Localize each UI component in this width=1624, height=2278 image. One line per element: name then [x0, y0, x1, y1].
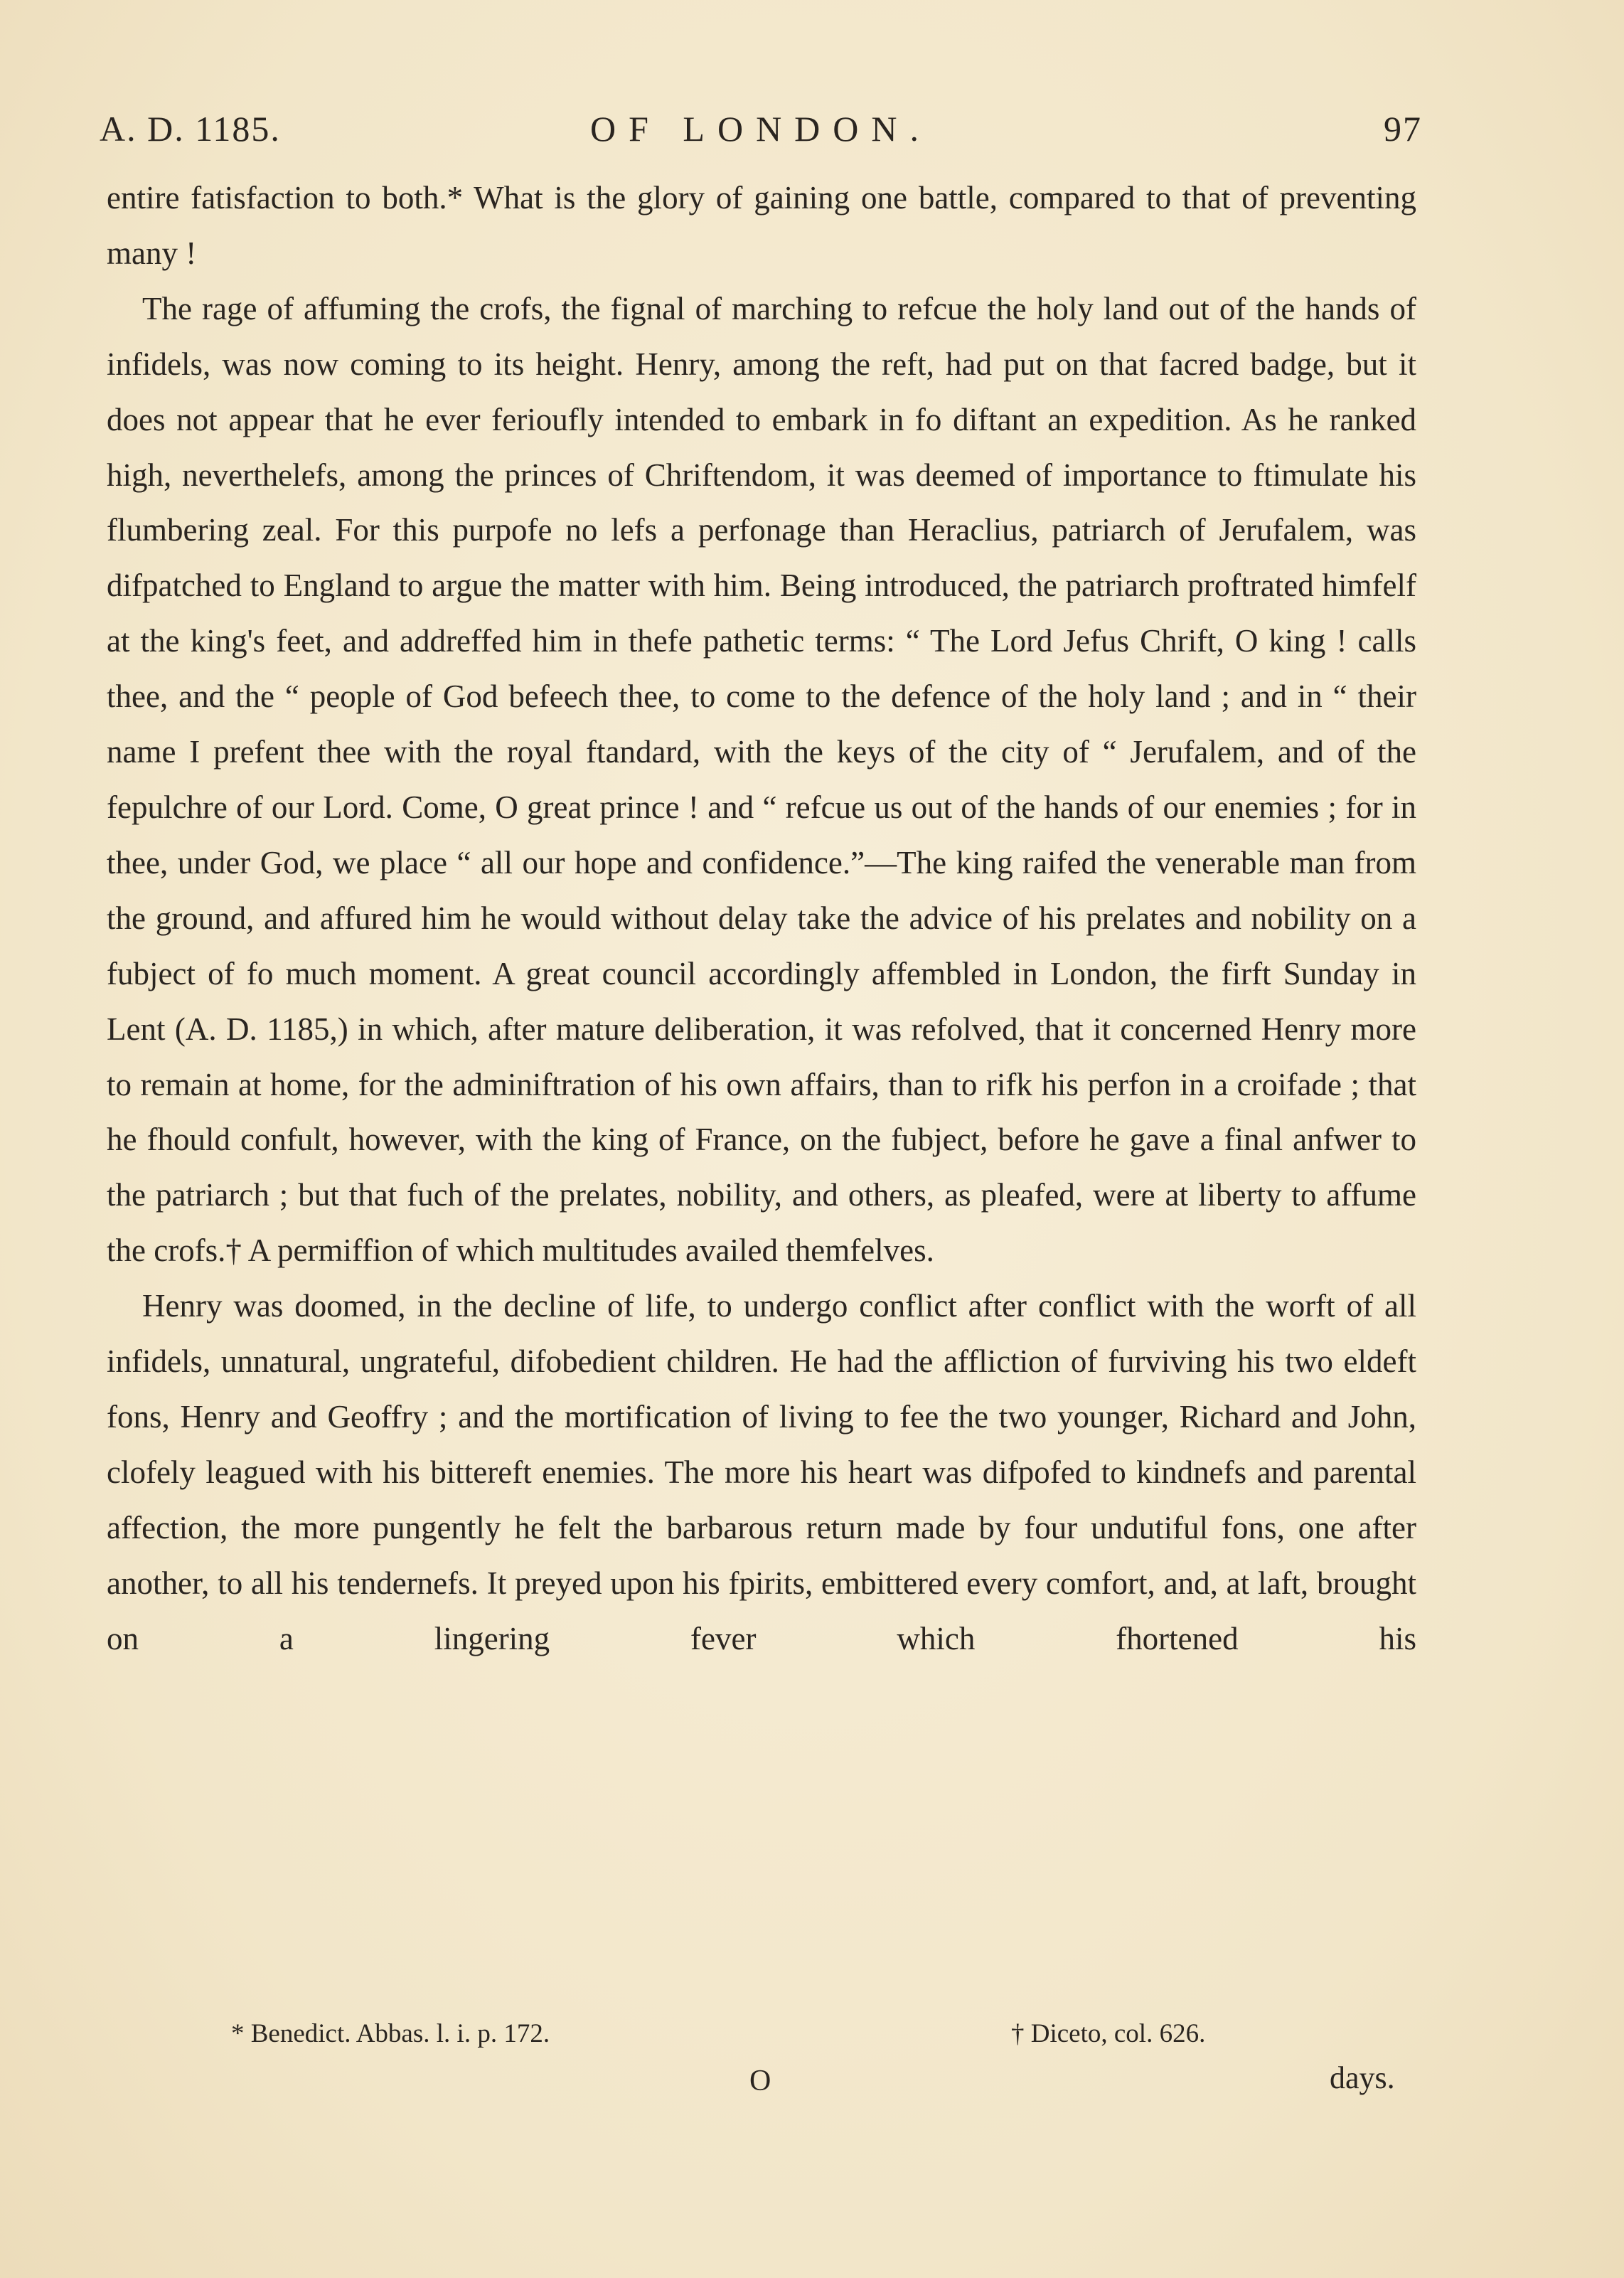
running-header — [100, 108, 1422, 158]
page-number: 97 — [1384, 109, 1422, 149]
paragraph-1: entire fatisfaction to both.* What is the glory of gaining one battle, compared to that of preventing many ! — [107, 180, 1416, 271]
paragraph-3: Henry was doomed, in the decline of life, to undergo conflict after conflict with the worft of all infidels, unnatural, ungrateful, difobedient children. He had the affliction of furviving his two eldeft fons, Henry and Geoffry ; and the mortification of living to fee the two younger, Richard and John, clofely leagued with his bittereft enemies. The more his heart was difpofed to kindnefs and parental affection, the more pungently he felt the barbarous return made by four undutiful fons, one after another, to all his tendernefs. It preyed upon his fpirits, embittered every comfort, and, at laft, brought on a lingering fever which fhortened his — [107, 1288, 1416, 1656]
header-title: OF LONDON. — [590, 109, 931, 149]
footnote-2: † Diceto, col. 626. — [1011, 2019, 1206, 2048]
paragraph-2: The rage of affuming the crofs, the fignal of marching to refcue the holy land out of the hands of infidels, was now coming to its height. Henry, among the reft, had put on that facred badge, but it does not appear that he ever ferioufly intended to embark in fo diftant an expedition. As he ranked high, neverthelefs, among the princes of Chriftendom, it was deemed of importance to ftimulate his flumbering zeal. For this purpofe no lefs a perfonage than Heraclius, patriarch of Jerufalem, was difpatched to England to argue the matter with him. Being introduced, the patriarch proftrated himfelf at the king's feet, and addreffed him in thefe pathetic terms: “ The Lord Jefus Chrift, O king ! calls thee, and the “ people of God befeech thee, to come to the defence of the holy land ; and in “ their name I prefent thee with the royal ftandard, with the keys of the city of “ Jerufalem, and of the fepulchre of our Lord. Come, O great prince ! and “ refcue us out of the hands of our enemies ; for in thee, under God, we place “ all our hope and confidence.”—The king raifed the venerable man from the ground, and affured him he would without delay take the advice of his prelates and nobility on a fubject of fo much moment. A great council accordingly affembled in London, the firft Sunday in Lent (A. D. 1185,) in which, after mature deliberation, it was refolved, that it concerned Henry more to remain at home, for the adminiftration of his own affairs, than to rifk his perfon in a croifade ; that he fhould confult, however, with the king of France, on the fubject, before he gave a final anfwer to the patriarch ; but that fuch of the prelates, nobility, and others, as pleafed, were at liberty to affume the crofs.† A permiffion of which multitudes availed themfelves. — [107, 290, 1416, 1269]
signature-mark: O — [749, 2065, 771, 2097]
catchword: days. — [1330, 2060, 1395, 2095]
footnotes — [107, 2018, 1416, 2061]
body-text — [107, 171, 1416, 1666]
footnote-1: * Benedict. Abbas. l. i. p. 172. — [231, 2019, 550, 2048]
header-year: A. D. 1185. — [100, 109, 281, 149]
